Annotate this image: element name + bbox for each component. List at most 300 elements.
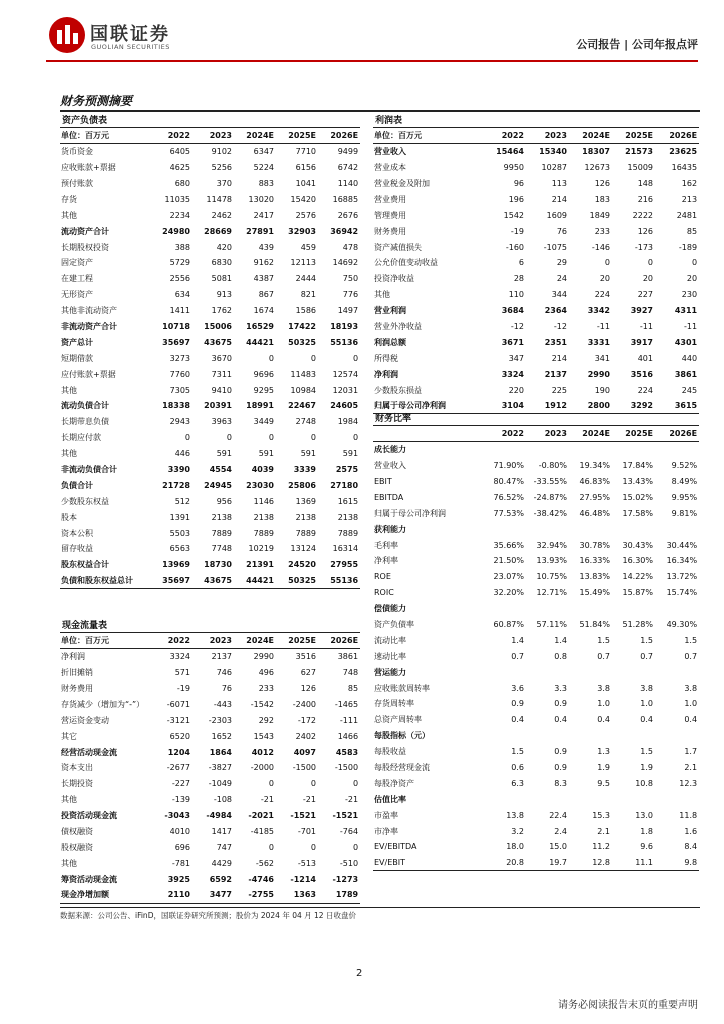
table-row <box>60 493 360 509</box>
table-row <box>373 617 699 633</box>
cell-value: 17.84% <box>622 461 653 471</box>
cell-value: 0 <box>268 842 274 852</box>
cell-value: -4185 <box>250 827 274 837</box>
row-label: 流动负债合计 <box>61 401 109 411</box>
cell-value: 85 <box>686 226 698 236</box>
cell-value: 956 <box>216 496 232 506</box>
cell-value: 76 <box>556 226 567 236</box>
cell-value: 2364 <box>544 306 567 316</box>
cell-value: 2137 <box>544 369 567 379</box>
cell-value: 10219 <box>248 544 274 554</box>
cell-value <box>655 728 699 744</box>
row-label: 归属于母公司净利润 <box>374 508 446 518</box>
cell-value: 213 <box>681 194 698 204</box>
table-row <box>373 350 699 366</box>
row-label: 营运资金变动 <box>61 715 109 725</box>
cell-value <box>612 521 655 537</box>
cell-value: 1140 <box>337 179 359 188</box>
cell-value: 18307 <box>582 147 610 157</box>
cell-value: 1674 <box>253 306 274 316</box>
cell-value: 1.9 <box>597 763 610 773</box>
cell-value: -2755 <box>234 887 276 903</box>
cell-value: 0 <box>352 842 359 852</box>
table-row <box>373 728 699 744</box>
cell-value: -513 <box>297 858 316 868</box>
row-label: 投资净收益 <box>374 274 414 284</box>
cell-value: 24980 <box>162 226 190 236</box>
table-section-title <box>60 112 360 128</box>
cell-value: 6 <box>518 258 524 268</box>
cell-value <box>569 601 612 617</box>
cell-value: -160 <box>505 242 524 252</box>
data-source-note: 数据来源：公司公告、iFinD，国联证券研究所预测；股价为 2024 年 04 月 12 日收盘价 <box>60 911 356 920</box>
table-row <box>60 792 360 808</box>
cell-value: 12113 <box>290 258 316 268</box>
cell-value: -3827 <box>208 763 232 773</box>
cell-value: 20391 <box>204 401 232 411</box>
year-header: 2026E <box>655 426 699 442</box>
cell-value: -12 <box>553 322 567 332</box>
cell-value: 20.8 <box>483 855 526 871</box>
cell-value: 23.07% <box>493 572 524 582</box>
cell-value: 224 <box>594 290 610 300</box>
cell-value: 220 <box>508 385 524 395</box>
cell-value: 1369 <box>295 496 316 506</box>
cell-value: 7710 <box>295 147 316 157</box>
cell-value: 591 <box>342 449 359 459</box>
cell-value <box>526 791 569 807</box>
cell-value: 3449 <box>253 417 274 427</box>
cell-value: 2402 <box>295 731 316 741</box>
cell-value: 1.9 <box>640 763 653 773</box>
table-row <box>373 223 699 239</box>
cell-value: 0.7 <box>684 651 698 661</box>
cell-value: 16529 <box>246 322 274 332</box>
row-label: 折旧摊销 <box>61 668 93 678</box>
company-logo <box>46 14 226 56</box>
cell-value: 57.11% <box>536 620 567 630</box>
cell-value: 9162 <box>253 258 274 268</box>
cell-value: 627 <box>300 668 316 678</box>
row-label: 营业费用 <box>374 194 406 204</box>
row-label: 短期借款 <box>61 353 93 363</box>
table-row <box>60 665 360 681</box>
unit-label: 单位：百万元 <box>60 633 150 649</box>
cell-value <box>655 442 699 458</box>
cell-value: 3273 <box>169 353 190 363</box>
year-header: 2023 <box>526 426 569 442</box>
cell-value: 15009 <box>627 163 653 173</box>
cell-value <box>483 601 526 617</box>
cell-value: -6071 <box>166 699 190 709</box>
cell-value: -19 <box>510 226 524 236</box>
cell-value: 4039 <box>251 465 274 475</box>
table-row <box>373 442 699 458</box>
cell-value: 5503 <box>169 528 190 538</box>
cell-value: -1049 <box>208 779 232 789</box>
cell-value: 1762 <box>211 306 232 316</box>
year-header: 2022 <box>150 633 192 649</box>
cell-value: 233 <box>258 684 274 693</box>
row-label: 其他 <box>61 385 77 395</box>
cell-value: 35697 <box>162 337 190 347</box>
row-label: ROIC <box>374 588 394 598</box>
cell-value: 126 <box>594 179 610 188</box>
cell-value: 7889 <box>253 528 274 538</box>
section-title: 资产负债表 <box>60 112 360 128</box>
table-row <box>373 144 699 160</box>
cell-value: 15.3 <box>592 810 610 820</box>
footer-disclaimer: 请务必阅读报告末页的重要声明 <box>558 1000 698 1011</box>
cell-value: 3516 <box>630 369 653 379</box>
table-header-row <box>373 426 699 442</box>
cell-value: 512 <box>174 496 190 506</box>
cell-value: 9.5 <box>597 778 610 788</box>
cell-value: -1521 <box>332 811 359 821</box>
cell-value: 1542 <box>503 210 524 220</box>
year-header: 2024E <box>569 426 612 442</box>
cell-value: 3.6 <box>511 683 524 693</box>
cell-value: 32.20% <box>493 588 524 598</box>
cell-value: 13124 <box>290 544 316 554</box>
cell-value: 15.49% <box>579 588 610 598</box>
cell-value: 24945 <box>204 480 232 490</box>
logo-english: GUOLIAN SECURITIES <box>91 43 170 51</box>
year-header: 2025E <box>276 128 318 144</box>
table-row <box>373 271 699 287</box>
table-row <box>60 824 360 840</box>
cell-value <box>483 521 526 537</box>
table-row <box>60 728 360 744</box>
cell-value: 3324 <box>169 652 190 662</box>
cell-value: 4625 <box>169 163 190 173</box>
cell-value: -21 <box>260 795 274 805</box>
table-row <box>373 176 699 192</box>
cell-value: -2400 <box>292 699 316 709</box>
cell-value: -111 <box>339 715 359 725</box>
cell-value: 85 <box>347 684 359 693</box>
row-label: 营业成本 <box>374 163 406 173</box>
cell-value: 2444 <box>295 274 316 284</box>
cell-value: 0 <box>226 433 232 443</box>
table-row <box>373 744 699 760</box>
page-number: 2 <box>356 968 363 979</box>
cell-value: 2138 <box>295 512 316 522</box>
cell-value: -21 <box>345 795 359 805</box>
table-row <box>60 430 360 446</box>
cell-value: -443 <box>213 699 232 709</box>
cell-value: 1.5 <box>597 635 610 645</box>
row-label: 每股指标（元） <box>374 731 430 741</box>
cell-value: 2575 <box>335 465 359 475</box>
cell-value: 11.1 <box>612 855 655 871</box>
table-section-title <box>373 112 699 128</box>
row-label: 流动比率 <box>374 635 406 645</box>
row-label: 少数股东权益 <box>61 496 109 506</box>
cell-value: 245 <box>681 385 698 395</box>
cell-value: 1146 <box>253 496 274 506</box>
table-row <box>60 191 360 207</box>
cell-value: 2943 <box>169 417 190 427</box>
cell-value: 1652 <box>211 731 232 741</box>
cell-value: 3917 <box>630 337 653 347</box>
year-header: 2026E <box>318 633 360 649</box>
cell-value: 3861 <box>674 369 698 379</box>
cell-value: 13020 <box>248 194 274 204</box>
cell-value <box>569 664 612 680</box>
table-row <box>373 319 699 335</box>
cell-value: 32.94% <box>536 540 567 550</box>
page-header <box>46 14 698 56</box>
cell-value: 3292 <box>612 398 655 414</box>
cell-value: 3615 <box>655 398 699 414</box>
cell-value <box>612 728 655 744</box>
cell-value: 747 <box>216 842 232 852</box>
cell-value: 30.43% <box>622 540 653 550</box>
row-label: 营业外净收益 <box>374 322 422 332</box>
cell-value: 225 <box>551 385 567 395</box>
cell-value: 0.7 <box>597 651 610 661</box>
cell-value: 746 <box>216 668 232 678</box>
cell-value: 9950 <box>503 163 524 173</box>
cell-value: -562 <box>255 858 274 868</box>
cell-value: 478 <box>342 242 359 252</box>
cell-value: 1849 <box>589 210 610 220</box>
table-row <box>60 681 360 697</box>
cell-value: 3.8 <box>640 683 653 693</box>
cell-value: 3104 <box>483 398 526 414</box>
cell-value: 7889 <box>337 528 359 538</box>
balance-sheet-table <box>60 112 360 589</box>
cell-value: -21 <box>302 795 316 805</box>
year-header: 2024E <box>569 128 612 144</box>
cell-value: 3.3 <box>554 683 567 693</box>
cell-value: 3339 <box>293 465 316 475</box>
row-label: 债权融资 <box>61 827 93 837</box>
cell-value: -0.80% <box>538 461 567 471</box>
cell-value: 496 <box>258 668 274 678</box>
cell-value <box>612 664 655 680</box>
cell-value: 23625 <box>669 147 698 157</box>
cell-value: 5729 <box>169 258 190 268</box>
cell-value: 3670 <box>211 353 232 363</box>
cell-value: -2303 <box>208 715 232 725</box>
year-header: 2025E <box>276 633 318 649</box>
cell-value: 11478 <box>206 194 232 204</box>
table-row <box>60 176 360 192</box>
cell-value: 51.84% <box>579 620 610 630</box>
table-row <box>60 271 360 287</box>
row-label: 市盈率 <box>374 810 398 820</box>
cell-value: 0.4 <box>597 715 610 725</box>
table-row <box>373 807 699 823</box>
cell-value: 1363 <box>276 887 318 903</box>
row-label: 毛利率 <box>374 540 398 550</box>
cell-value: 7889 <box>211 528 232 538</box>
cell-value: 0.4 <box>511 715 524 725</box>
cell-value: 0 <box>647 258 653 268</box>
row-label: 营运能力 <box>374 667 406 677</box>
row-label: 营业收入 <box>374 147 406 157</box>
cell-value: 0 <box>691 258 698 268</box>
cell-value: 13.43% <box>622 477 653 486</box>
table-row <box>60 223 360 239</box>
table-row <box>60 696 360 712</box>
cell-value: -146 <box>591 242 610 252</box>
row-label: 股东权益合计 <box>61 560 109 570</box>
row-label: 每股收益 <box>374 747 406 757</box>
cell-value: 5224 <box>253 163 274 173</box>
cell-value: -4746 <box>248 874 274 884</box>
cell-value: -510 <box>339 858 359 868</box>
table-row <box>373 334 699 350</box>
row-label: 财务费用 <box>61 684 93 693</box>
table-row <box>373 839 699 855</box>
table-row <box>60 414 360 430</box>
cell-value: -781 <box>171 858 190 868</box>
row-label: 筹资活动现金流 <box>61 874 117 884</box>
cell-value: 6592 <box>209 874 232 884</box>
cell-value <box>655 791 699 807</box>
cell-value: 446 <box>174 449 190 459</box>
cell-value: 3963 <box>211 417 232 427</box>
cell-value: 591 <box>300 449 316 459</box>
cell-value: -108 <box>213 795 232 805</box>
row-label: 少数股东损益 <box>374 385 422 395</box>
cell-value: 77.53% <box>493 508 524 518</box>
cell-value: 15340 <box>539 147 567 157</box>
cell-value: 3477 <box>192 887 234 903</box>
row-label: 资本支出 <box>61 763 93 773</box>
table-row <box>60 287 360 303</box>
cell-value: 1.0 <box>684 699 698 709</box>
year-header: 2025E <box>612 128 655 144</box>
cell-value: 2234 <box>169 210 190 220</box>
cell-value: 76 <box>221 684 232 693</box>
cell-value: 6520 <box>169 731 190 741</box>
row-label: EBITDA <box>374 492 404 502</box>
cell-value: 776 <box>342 290 359 300</box>
table-row <box>60 776 360 792</box>
unit-label: 单位：百万元 <box>373 128 483 144</box>
cell-value: 20 <box>642 274 653 284</box>
cell-value <box>483 791 526 807</box>
cell-value: 634 <box>174 290 190 300</box>
cell-value: 4012 <box>251 747 274 757</box>
cell-value: 5256 <box>211 163 232 173</box>
row-label: EV/EBIT <box>373 855 483 871</box>
cell-value: 7311 <box>211 369 232 379</box>
cell-value: 6405 <box>169 147 190 157</box>
row-label: 负债合计 <box>61 480 93 490</box>
cell-value: 0.8 <box>554 651 567 661</box>
table-row <box>60 334 360 350</box>
logo-mark-icon <box>48 16 86 54</box>
cell-value: 162 <box>681 179 698 188</box>
cell-value: 1417 <box>211 827 232 837</box>
cell-value: 18.0 <box>506 842 524 852</box>
unit-label: 单位：百万元 <box>60 128 150 144</box>
cell-value: -1465 <box>334 699 359 709</box>
cell-value: 233 <box>594 226 610 236</box>
cell-value: 10.75% <box>536 572 567 582</box>
row-label: 其它 <box>61 731 77 741</box>
row-label: 固定资产 <box>61 258 93 268</box>
year-header: 2024E <box>234 633 276 649</box>
row-label: 存货周转率 <box>374 699 414 709</box>
table-row <box>60 207 360 223</box>
cell-value: 16.30% <box>622 556 653 566</box>
cell-value: 0 <box>352 433 359 443</box>
row-label: 其他非流动资产 <box>61 306 117 316</box>
cell-value: 214 <box>551 194 567 204</box>
cell-value <box>526 442 569 458</box>
cell-value: 0 <box>310 779 316 789</box>
cell-value: 0 <box>268 433 274 443</box>
cell-value: 347 <box>508 353 524 363</box>
cell-value: 43675 <box>204 337 232 347</box>
cell-value: 21391 <box>246 560 274 570</box>
table-row <box>60 160 360 176</box>
row-label: 其他 <box>61 210 77 220</box>
cell-value: 1.7 <box>684 747 698 757</box>
cell-value: 18338 <box>162 401 190 411</box>
cell-value: 55136 <box>318 573 360 589</box>
cell-value: 21.50% <box>493 556 524 566</box>
cell-value: 15.87% <box>622 588 653 598</box>
cell-value: 51.28% <box>622 620 653 630</box>
row-label: 市净率 <box>374 826 398 836</box>
table-row <box>373 569 699 585</box>
table-header-row <box>373 128 699 144</box>
cell-value: 27180 <box>330 480 359 490</box>
cell-value: 401 <box>637 353 653 363</box>
cell-value: 748 <box>342 668 359 678</box>
cell-value: 2462 <box>211 210 232 220</box>
cell-value: 2417 <box>253 210 274 220</box>
year-header: 2026E <box>655 128 699 144</box>
cell-value: 12.3 <box>679 778 698 788</box>
cell-value: 1789 <box>318 887 360 903</box>
cell-value: 50325 <box>288 337 316 347</box>
cell-value: 3342 <box>587 306 610 316</box>
table-row <box>373 458 699 474</box>
cell-value: 3671 <box>501 337 524 347</box>
cell-value: 1.5 <box>511 747 524 757</box>
cell-value: 19.34% <box>579 461 610 471</box>
row-label: 股权融资 <box>61 842 93 852</box>
cell-value: 55136 <box>330 337 359 347</box>
table-row <box>373 664 699 680</box>
cell-value: 1615 <box>337 496 359 506</box>
cell-value: -1542 <box>250 699 274 709</box>
cell-value: 459 <box>300 242 316 252</box>
cell-value: 0 <box>604 258 610 268</box>
cell-value: 6742 <box>337 163 359 173</box>
table-row <box>60 446 360 462</box>
cell-value: -1214 <box>290 874 316 884</box>
row-label: 资产总计 <box>61 337 93 347</box>
cell-value: 4429 <box>211 858 232 868</box>
row-label: 估值比率 <box>374 794 406 804</box>
table-row <box>373 601 699 617</box>
cell-value: 9410 <box>211 385 232 395</box>
cell-value: -3043 <box>164 811 190 821</box>
cell-value: -139 <box>171 795 190 805</box>
cell-value: 15420 <box>290 194 316 204</box>
cell-value: 2800 <box>569 398 612 414</box>
income-statement-table <box>373 112 699 414</box>
